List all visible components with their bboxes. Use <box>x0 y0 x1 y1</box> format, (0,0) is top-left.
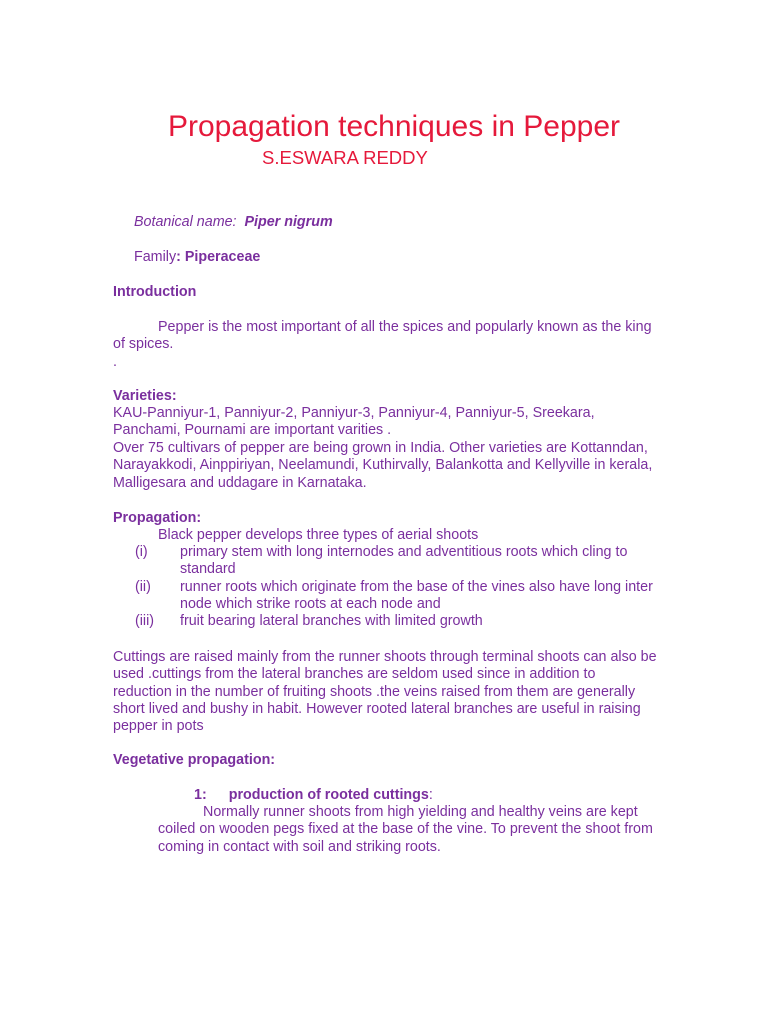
list-item <box>113 544 660 579</box>
botanical-name <box>134 214 333 231</box>
botanical-value: Piper nigrum <box>244 214 333 230</box>
family-label: Family <box>134 249 177 265</box>
rooted-cuttings-text: Normally runner shoots from high yielding and healthy veins are kept coiled on wooden pegs fixed at the base of the vine. To prevent the shoot from coming in contact with soil and striking roots. <box>158 804 653 855</box>
subsection-heading: production of rooted cuttings <box>228 787 429 803</box>
cuttings-paragraph: Cuttings are raised mainly from the runner shoots through terminal shoots can also be used .cuttings from the lateral branches are seldom used since in addition to reduction in the number of fruiting shoots .the veins raised from them are generally short lived and bushy in habit. However rooted lateral branches are useful in raising pepper in pots <box>113 649 657 735</box>
vegetative-heading: Vegetative propagation: <box>113 752 276 768</box>
introduction-text: Pepper is the most important of all the spices and popularly known as the king of spices. <box>113 319 652 353</box>
varieties-text-2: Over 75 cultivars of pepper are being grown in India. Other varieties are Kottanndan, Narayakkodi, Ainppiriyan, Neelamundi, Kuthirvally, Balankotta and Kellyville in kerala, Malligesara and uddagare in Karnataka. <box>113 440 653 491</box>
list-item-number: (i) <box>135 544 148 560</box>
subsection-colon: : <box>428 787 433 803</box>
list-item-number: (iii) <box>135 613 155 630</box>
propagation-heading: Propagation: <box>113 510 202 526</box>
propagation-intro: Black pepper develops three types of aerial shoots <box>158 527 479 543</box>
family-colon: : <box>176 249 181 265</box>
list-item-text: primary stem with long internodes and adventitious roots which cling to standard <box>180 544 628 578</box>
list-item-text: fruit bearing lateral branches with limited growth <box>180 613 483 630</box>
list-item <box>113 579 660 614</box>
varieties-heading: Varieties: <box>113 388 177 404</box>
shoot-types-list <box>113 544 660 630</box>
varieties-text-1: KAU-Panniyur-1, Panniyur-2, Panniyur-3, Panniyur-4, Panniyur-5, Sreekara, Panchami, Pournami are important varities . <box>113 405 595 439</box>
list-item-number: (ii) <box>135 578 151 595</box>
page-title: Propagation techniques in Pepper <box>168 110 620 143</box>
family-line <box>134 249 260 266</box>
family-value: Piperaceae <box>180 249 261 265</box>
introduction-heading: Introduction <box>113 284 197 300</box>
list-item <box>113 613 660 630</box>
subsection-number: 1: <box>194 787 207 803</box>
introduction-dot: . <box>113 354 117 370</box>
author-name: S.ESWARA REDDY <box>262 147 428 168</box>
botanical-label: Botanical name: <box>134 214 237 230</box>
list-item-text: runner roots which originate from the base of the vines also have long inter node which strike roots at each node and <box>180 578 653 612</box>
subsection-title <box>194 787 433 804</box>
